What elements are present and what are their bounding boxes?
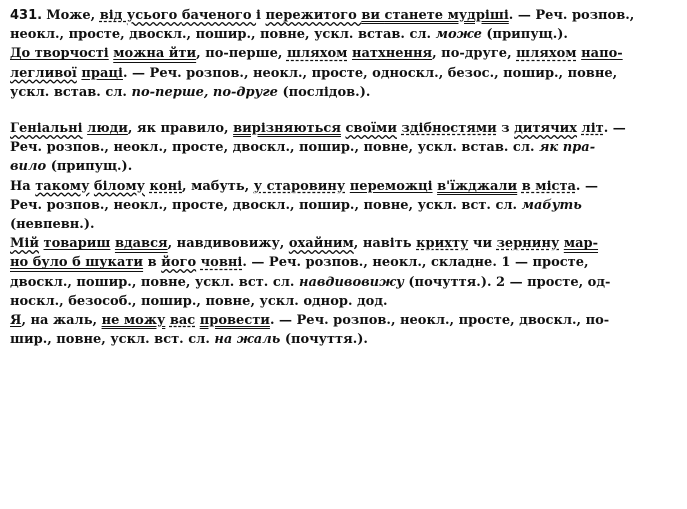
text-line: Реч. розпов., неокл., просте, двоскл., пошир., повне, ускл. встав. сл. як пра- bbox=[10, 140, 596, 156]
text-line: носкл., безособ., пошир., повне, ускл. однор. дод. bbox=[10, 293, 388, 309]
text-line: двоскл., пошир., повне, ускл. вст. сл. навдивовижу (почуття.). 2 — просте, од- bbox=[10, 274, 611, 290]
text-line: легливої праці. — Реч. розпов., неокл., просте, односкл., безос., пошир., повне, bbox=[10, 65, 618, 81]
text-line: шир., повне, ускл. вст. сл. на жаль (почуття.). bbox=[10, 332, 368, 348]
text-line: но було б шукати в його човні. — Реч. розпов., неокл., складне. 1 — просте, bbox=[10, 255, 589, 271]
text-line: Геніальні люди, як правило, вирізняються своїми здібностями з дитячих літ. — bbox=[10, 121, 626, 137]
exercise-page bbox=[10, 6, 670, 349]
text-line: Мій товариш вдався, навдивовижу, охайним, навіть крихту чи зернину мар- bbox=[10, 236, 599, 252]
text-line: ускл. встав. сл. по-перше, по-друге (послідов.). bbox=[10, 84, 371, 100]
paragraph-gap bbox=[10, 102, 670, 119]
text-line: Реч. розпов., неокл., просте, двоскл., пошир., повне, ускл. вст. сл. мабуть bbox=[10, 197, 582, 213]
text-line: До творчості можна йти, по-перше, шляхом натхнення, по-друге, шляхом напо- bbox=[10, 46, 623, 62]
text-line: Я, на жаль, не можу вас провести. — Реч. розпов., неокл., просте, двоскл., по- bbox=[10, 313, 610, 329]
text-line: вило (припущ.). bbox=[10, 159, 133, 175]
text-line: (невпевн.). bbox=[10, 217, 95, 233]
text-line: неокл., просте, двоскл., пошир., повне, ускл. встав. сл. може (припущ.). bbox=[10, 27, 568, 43]
text-line: 431. Може, від усього баченого і пережитого ви станете мудріші. — Реч. розпов., bbox=[10, 8, 635, 23]
text-line: На такому білому коні, мабуть, у старовину переможці в'їжджали в міста. — bbox=[10, 178, 598, 194]
exercise-number: 431. bbox=[10, 8, 43, 23]
